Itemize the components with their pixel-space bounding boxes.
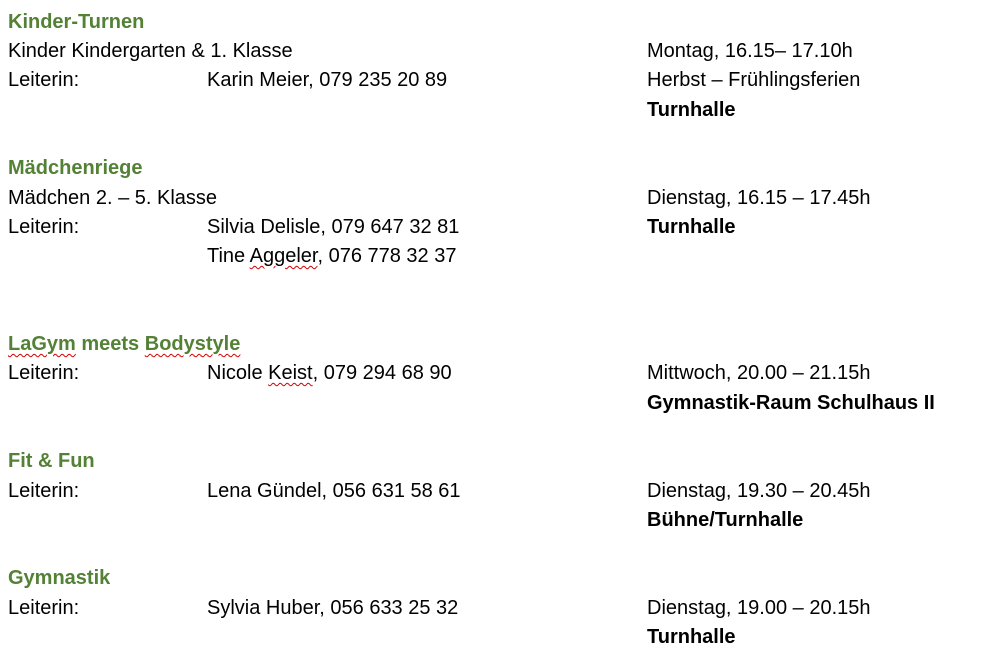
- title-text: meets: [75, 333, 145, 355]
- leader-contact-2: [207, 244, 456, 268]
- leader-contact: Silvia Delisle, 079 647 32 81: [207, 216, 460, 238]
- leader-label: Leiterin:: [8, 362, 80, 384]
- section-schedule: Mittwoch, 20.00 – 21.15h: [647, 362, 871, 384]
- section-location: Turnhalle: [647, 99, 736, 121]
- leader-label: Leiterin:: [8, 597, 80, 619]
- section-title-fit-fun: Fit & Fun: [8, 450, 95, 472]
- section-schedule: Dienstag, 19.00 – 20.15h: [647, 597, 871, 619]
- leader-contact: Sylvia Huber, 056 633 25 32: [207, 597, 459, 619]
- section-location: Bühne/Turnhalle: [647, 509, 804, 531]
- contact-text: Tine: [207, 245, 250, 267]
- leader-label: Leiterin:: [8, 480, 80, 502]
- spellcheck-flagged-word[interactable]: LaGym: [8, 333, 76, 355]
- spellcheck-flagged-word[interactable]: Keist: [268, 362, 313, 384]
- section-title-kinder-turnen: Kinder-Turnen: [8, 11, 145, 33]
- section-period: Herbst – Frühlingsferien: [647, 69, 861, 91]
- section-location: Turnhalle: [647, 626, 736, 648]
- contact-text: , 079 294 68 90: [312, 362, 452, 384]
- leader-contact: Karin Meier, 079 235 20 89: [207, 69, 448, 91]
- spellcheck-flagged-word[interactable]: Bodystyle: [144, 333, 241, 355]
- section-group: Mädchen 2. – 5. Klasse: [8, 187, 218, 209]
- section-location: Gymnastik-Raum Schulhaus II: [647, 392, 935, 414]
- leader-label: Leiterin:: [8, 69, 80, 91]
- section-schedule: Dienstag, 19.30 – 20.45h: [647, 480, 871, 502]
- section-title-maedchenriege: Mädchenriege: [8, 157, 143, 179]
- section-title-lagym: [8, 332, 240, 356]
- section-schedule: Dienstag, 16.15 – 17.45h: [647, 187, 871, 209]
- section-location: Turnhalle: [647, 216, 736, 238]
- contact-text: , 076 778 32 37: [317, 245, 457, 267]
- leader-label: Leiterin:: [8, 216, 80, 238]
- section-title-gymnastik: Gymnastik: [8, 567, 111, 589]
- leader-contact: [207, 361, 452, 385]
- section-group: Kinder Kindergarten & 1. Klasse: [8, 40, 293, 62]
- contact-text: Nicole: [207, 362, 269, 384]
- spellcheck-flagged-word[interactable]: Aggeler: [249, 245, 318, 267]
- section-schedule: Montag, 16.15– 17.10h: [647, 40, 853, 62]
- leader-contact: Lena Gündel, 056 631 58 61: [207, 480, 461, 502]
